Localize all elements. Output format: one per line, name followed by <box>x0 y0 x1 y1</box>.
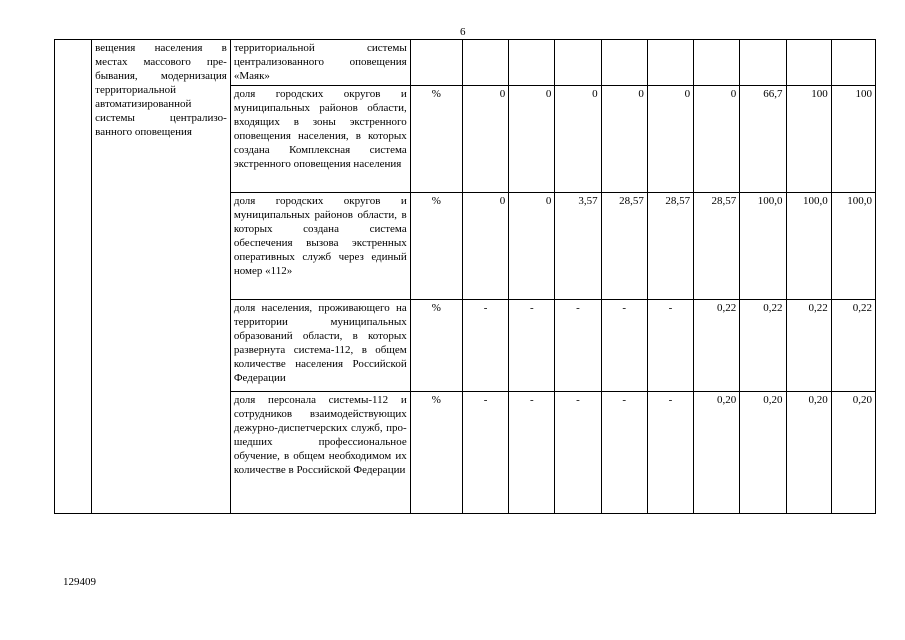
value-cell: - <box>647 300 693 392</box>
value-cell: - <box>509 392 555 514</box>
value-cell: - <box>601 300 647 392</box>
value-cell: - <box>555 392 601 514</box>
value-cell <box>786 40 831 86</box>
value-cell: 0 <box>462 86 508 193</box>
value-cell: 3,57 <box>555 193 601 300</box>
value-cell: 0,20 <box>740 392 786 514</box>
unit-cell: % <box>410 392 462 514</box>
value-cell: 0,20 <box>694 392 740 514</box>
indicator-cell: доля городских округов и муниципальных районов области, в которых создана система обеспечения вызова экстренных оперативных служб через единый номер «112» <box>230 193 410 300</box>
value-cell: - <box>647 392 693 514</box>
value-cell <box>694 40 740 86</box>
table-row <box>55 40 876 86</box>
value-cell <box>601 40 647 86</box>
value-cell <box>647 40 693 86</box>
value-cell: 0,20 <box>786 392 831 514</box>
value-cell: 0 <box>694 86 740 193</box>
value-cell: 66,7 <box>740 86 786 193</box>
indicator-cell: доля населения, проживающего на территории муниципальных образований области, в которых развернута система-112, в общем количестве населения Российской Федерации <box>230 300 410 392</box>
value-cell: 100,0 <box>786 193 831 300</box>
value-cell: 0,22 <box>786 300 831 392</box>
value-cell <box>509 40 555 86</box>
value-cell: - <box>462 392 508 514</box>
value-cell <box>555 40 601 86</box>
unit-cell: % <box>410 86 462 193</box>
indicator-cell: доля городских округов и муниципальных районов области, входящих в зоны экстренного оповещения населения, в которых создана Комплексная система экстренного оповещения населения <box>230 86 410 193</box>
task-cell: вещения населения в местах массового пребывания, модернизация территориальной автоматизированной системы централизованного оповещения <box>92 40 231 514</box>
value-cell: - <box>555 300 601 392</box>
indicator-cell: доля персонала системы-112 и сотрудников взаимодействующих дежурно-диспетчерских служб, прошедших профессиональное обучение, в общем необходимом их количестве в Российской Федерации <box>230 392 410 514</box>
value-cell: 100 <box>831 86 875 193</box>
value-cell: 0 <box>462 193 508 300</box>
indicator-cell: территориальной системы централизованного оповещения «Маяк» <box>230 40 410 86</box>
value-cell: 100,0 <box>831 193 875 300</box>
value-cell: 0,22 <box>694 300 740 392</box>
value-cell: 100 <box>786 86 831 193</box>
document-code: 129409 <box>63 576 96 588</box>
value-cell <box>831 40 875 86</box>
value-cell: 0 <box>647 86 693 193</box>
unit-cell: % <box>410 300 462 392</box>
unit-cell: % <box>410 193 462 300</box>
value-cell: 0 <box>601 86 647 193</box>
value-cell: 0,22 <box>740 300 786 392</box>
value-cell: 0 <box>509 193 555 300</box>
value-cell: 28,57 <box>601 193 647 300</box>
value-cell: - <box>509 300 555 392</box>
value-cell: 0,20 <box>831 392 875 514</box>
value-cell: - <box>601 392 647 514</box>
value-cell: 0,22 <box>831 300 875 392</box>
value-cell <box>740 40 786 86</box>
value-cell: 0 <box>509 86 555 193</box>
unit-cell <box>410 40 462 86</box>
page-number: 6 <box>460 26 466 38</box>
value-cell <box>462 40 508 86</box>
indicators-table <box>54 39 876 514</box>
value-cell: - <box>462 300 508 392</box>
value-cell: 28,57 <box>694 193 740 300</box>
value-cell: 28,57 <box>647 193 693 300</box>
value-cell: 100,0 <box>740 193 786 300</box>
row-number-cell <box>55 40 92 514</box>
value-cell: 0 <box>555 86 601 193</box>
